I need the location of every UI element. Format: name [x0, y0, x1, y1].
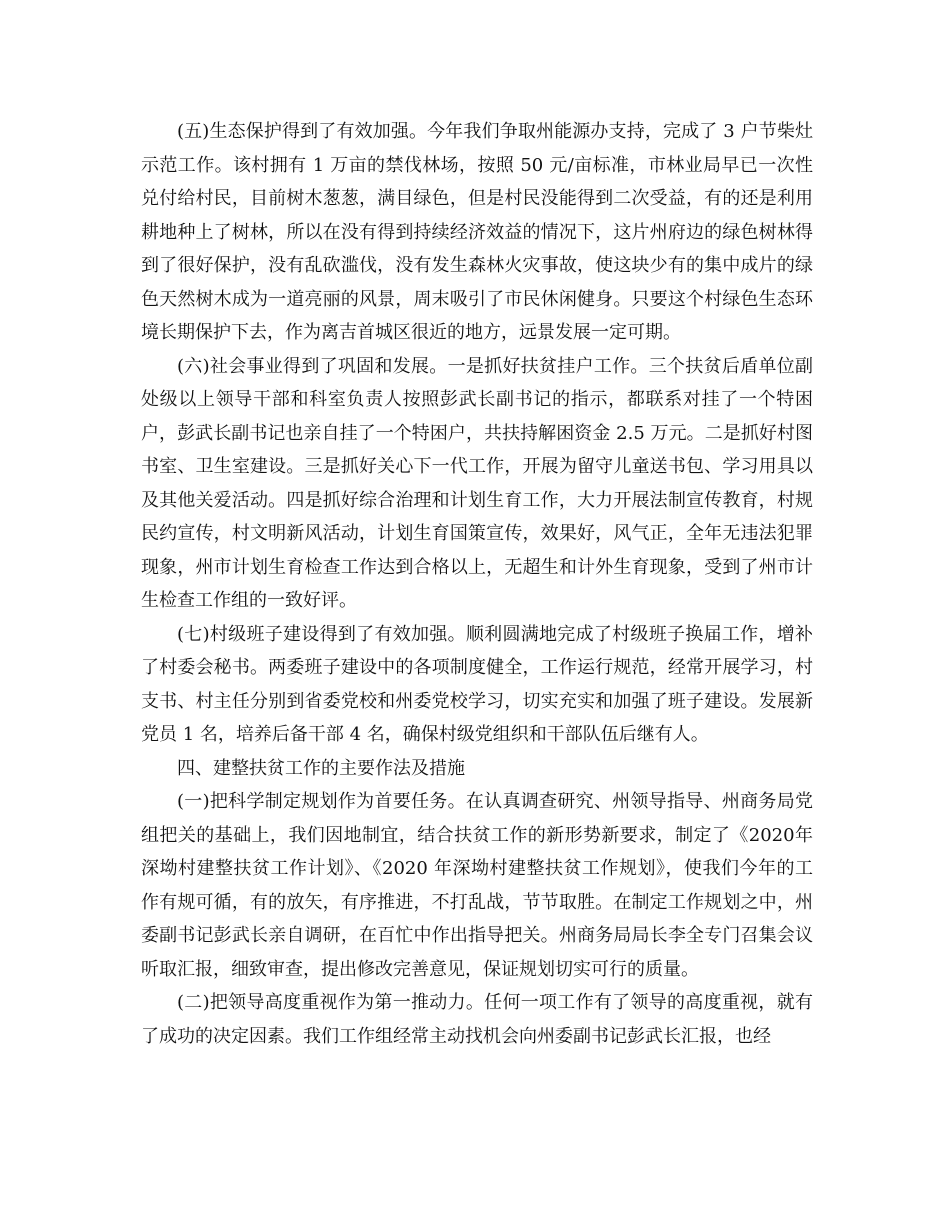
- document-body: [141, 115, 813, 1053]
- paragraph-social-affairs: (六)社会事业得到了巩固和发展。一是抓好扶贫挂户工作。三个扶贫后盾单位副处级以上领导干部和科室负责人按照彭武长副书记的指示，都联系对挂了一个特困户，彭武长副书记也亲自挂了一个特困户，共扶持解困资金 2.5 万元。二是抓好村图书室、卫生室建设。三是抓好关心下一代工作，开展为留守儿童送书包、学习用具以及其他关爱活动。四是抓好综合治理和计划生育工作，大力开展法制宣传教育，村规民约宣传，村文明新风活动，计划生育国策宣传，效果好，风气正，全年无违法犯罪现象，州市计划生育检查工作达到合格以上，无超生和计外生育现象，受到了州市计生检查工作组的一致好评。: [141, 355, 813, 611]
- paragraph-village-leadership: (七)村级班子建设得到了有效加强。顺利圆满地完成了村级班子换届工作，增补了村委会秘书。两委班子建设中的各项制度健全，工作运行规范，经常开展学习，村支书、村主任分别到省委党校和州委党校学习，切实充实和加强了班子建设。发展新党员 1 名，培养后备干部 4 名，确保村级党组织和干部队伍后继有人。: [141, 623, 813, 745]
- paragraph-ecology: (五)生态保护得到了有效加强。今年我们争取州能源办支持，完成了 3 户节柴灶示范工作。该村拥有 1 万亩的禁伐林场，按照 50 元/亩标准，市林业局早已一次性兑付给村民，目前树木葱葱，满目绿色，但是村民没能得到二次受益，有的还是利用耕地种上了树林，所以在没有得到持续经济效益的情况下，这片州府边的绿色树林得到了很好保护，没有乱砍滥伐，没有发生森林火灾事故，使这块少有的集中成片的绿色天然树木成为一道亮丽的风景，周末吸引了市民休闲健身。只要这个村绿色生态环境长期保护下去，作为离吉首城区很近的地方，远景发展一定可期。: [141, 121, 813, 343]
- paragraph-leadership-attention: (二)把领导高度重视作为第一推动力。任何一项工作有了领导的高度重视，就有了成功的决定因素。我们工作组经常主动找机会向州委副书记彭武长汇报，也经: [141, 992, 813, 1047]
- section-heading-4: 四、建整扶贫工作的主要作法及措施: [177, 757, 465, 779]
- paragraph-planning: (一)把科学制定规划作为首要任务。在认真调查研究、州领导指导、州商务局党组把关的基础上，我们因地制宜，结合扶贫工作的新形势新要求，制定了《2020年深坳村建整扶贫工作计划》、《2020 年深坳村建整扶贫工作规划》，使我们今年的工作有规可循，有的放矢，有序推进，不打乱战，节节取胜。在制定工作规划之中，州委副书记彭武长亲自调研，在百忙中作出指导把关。州商务局局长李全专门召集会议听取汇报，细致审查，提出修改完善意见，保证规划切实可行的质量。: [141, 791, 813, 980]
